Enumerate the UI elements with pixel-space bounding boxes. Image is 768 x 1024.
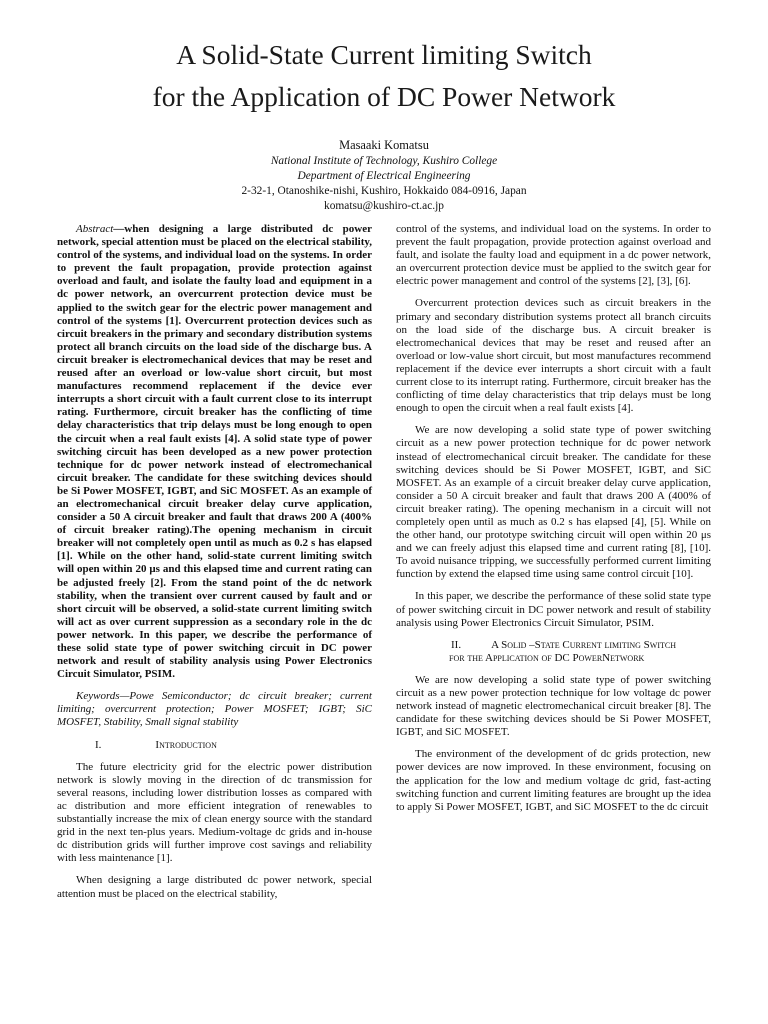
intro-paragraph-2: When designing a large distributed dc power network, special attention must be placed on the electrical stability, — [57, 874, 372, 900]
left-column — [57, 223, 372, 910]
right-column — [396, 223, 711, 823]
section2-paragraph-1: We are now developing a solid state type of power switching circuit as a new power protection technique for low voltage dc power network instead of magnetic electromechanical circuit breaker [8]. The candidate for these switching devices should be Si Power MOSFET, IGBT, and SiC MOSFET. — [396, 673, 711, 739]
keywords-label: Keywords — [76, 690, 120, 703]
body-paragraph-4: In this paper, we describe the performance of these solid state type of power switching circuit in DC power network and result of stability analysis using Power Electronics Circuit Simulator, PSIM. — [396, 590, 711, 629]
author-email: komatsu@kushiro-ct.ac.jp — [324, 200, 444, 212]
section2-paragraph-2: The environment of the development of dc grids protection, new power devices are now improved. In these environment, focusing on the application for the low and medium voltage dc grid, fast-acting switching function and current limiting features are brought up the idea to apply Si Power MOSFET, IGBT, and SiC MOSFET to the dc circuit — [396, 748, 711, 813]
paper-title — [20, 34, 748, 118]
section-title: Introduction — [155, 738, 217, 751]
section-heading-line-1 — [396, 639, 711, 652]
title-line-1: A Solid-State Current limiting Switch — [176, 39, 592, 70]
author-address: 2-32-1, Otanoshike-nishi, Kushiro, Hokkaido 084-0916, Japan — [241, 185, 527, 197]
section-number: I. — [95, 738, 102, 751]
author-block — [0, 137, 768, 214]
author-name: Masaaki Komatsu — [339, 138, 429, 152]
section-title-line-2: for the Application of DC PowerNetwork — [449, 651, 645, 664]
title-line-2: for the Application of DC Power Network — [152, 81, 616, 112]
keywords-text: —Powe Semiconductor; dc circuit breaker; current limiting; overcurrent protection; Power MOSFET; IGBT; SiC MOSFET, Stability, Small signal stability — [57, 690, 372, 729]
author-affiliation: National Institute of Technology, Kushiro College — [270, 155, 498, 167]
section-number: II. — [451, 638, 462, 651]
abstract-label: Abstract — [76, 223, 114, 235]
abstract — [57, 223, 372, 681]
section-heading-introduction — [57, 739, 372, 752]
intro-paragraph-1: The future electricity grid for the electric power distribution network is slowly moving in the direction of dc transmission for several reasons, including lower distribution losses as compared with ac distribution and more efficient integration of renewables to substantially increase the mix of clean energy source with the standard grid in the next ten-plus years. Medium-voltage dc grids and in-house dc distribution grids will further improve cost savings and reliability with less maintenance [1]. — [57, 760, 372, 865]
section-heading-2 — [396, 639, 711, 665]
keywords — [57, 690, 372, 729]
continued-paragraph: control of the systems, and individual load on the systems. In order to prevent the fault propagation, provide protection against overload and fault, and isolate the faulty load and equipment in a dc power network, an overcurrent protection device must be applied to the switch gear for electric power management and control of the systems [2], [3], [6]. — [396, 223, 711, 288]
section-title-line-1: A Solid –State Current limiting Switch — [491, 638, 677, 651]
body-paragraph-3: We are now developing a solid state type of power switching circuit as a new power protection technique for dc power network instead of electromechanical circuit breaker. The candidate for these switching devices should be Si Power MOSFET, IGBT, and SiC MOSFET. As an example of a circuit breaker delay curve application, consider a 50 A circuit breaker and fault that draws 200 A (400% of circuit breaker rating). The opening mechanism in a circuit will not completely open until as much as 0.2 s has elapsed [4], [5]. While on the other hand, our prototype switching circuit will open within 20 μs and we can freely adjust this elapsed time and current rating [8], [10]. To avoid nuisance tripping, we successfully performed current limiting function by extend the elapsed time using same control circuit [10]. — [396, 424, 711, 581]
body-paragraph-2: Overcurrent protection devices such as circuit breakers in the primary and secondary distribution systems protect all branch circuits on the load side of the discharge bus. A circuit breaker is electromechanical devices that may be reset and reused after an overload or low-value short circuit, but most manufactures recommend replacement if the device ever interrupts a short circuit with a fault current close to its interrupt rating. Furthermore, circuit breaker has the conflicting of time delay characteristics that trip delays must be long enough to open the circuit when a real fault exists [4]. — [396, 297, 711, 415]
author-department: Department of Electrical Engineering — [297, 170, 471, 182]
abstract-text: —when designing a large distributed dc power network, special attention must be placed on the electrical stability, control of the systems, and individual load on the systems. In order to prevent the fault propagation, provide protection against overload and fault, and isolate the faulty load and equipment in a dc power network, an overcurrent protection device must be applied to the switch gear for the electric power management and control of the systems [1]. Overcurrent protection devices such as circuit breakers in the primary and secondary distribution systems protect all branch circuits on the load side of the discharge bus. A circuit breaker is electromechanical devices that may be reset and reused after an overload or low-value short circuit, but most manufactures recommend replacement if the device ever interrupts a short circuit with a fault current close to its interrupt rating. Furthermore, circuit breaker has the conflicting of time delay characteristics that trip delays must be long enough to open the circuit when a real fault exists [4]. A solid state type of power switching circuit has been developed as a new power protection technique for dc power network instead of electromechanical circuit breaker. The candidate for these switching devices should be Si Power MOSFET, IGBT, and SiC MOSFET. As an example of an electromechanical circuit breaker delay curve application, consider a 50 A circuit breaker and fault that draws 200 A (400% of circuit breaker rating).The opening mechanism in circuit breaker will not completely open until as much as 0.2 s has elapsed [1]. While on the other hand, solid-state current limiting switch will open within 20 μs and this elapsed time and current rating can be adjusted freely [2]. From the stand point of the dc network stability, when the transient over current caused by fault and or short circuit will be observed, a solid-state current limiting switch will act as over current suppression as a secondary role in the dc power network. In this paper, we describe the performance of these solid state type of power switching circuit in DC power network and result of stability analysis using Power Electronics Circuit Simulator, PSIM. — [57, 223, 372, 681]
